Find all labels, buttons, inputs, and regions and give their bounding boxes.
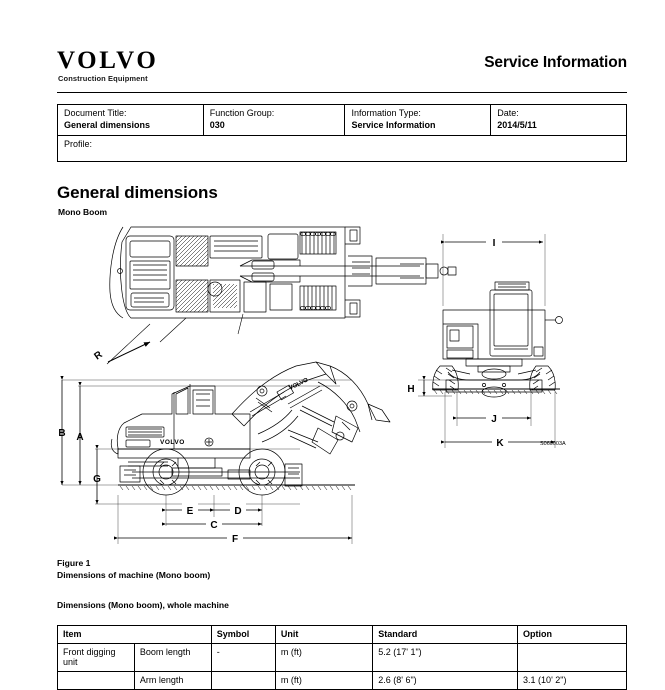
info-cell-document-title	[58, 105, 204, 136]
label-I: I	[492, 238, 496, 249]
service-information-title: Service Information	[484, 54, 627, 71]
cell-item	[58, 672, 135, 690]
table-row	[58, 672, 627, 690]
front-view-drawing	[432, 282, 563, 397]
info-table-row-profile	[58, 136, 627, 162]
dimensions-spec-table	[57, 625, 627, 690]
cell-symbol: -	[211, 644, 275, 672]
col-header-standard: Standard	[373, 626, 518, 644]
page-header	[0, 0, 665, 96]
cell-option: 3.1 (10' 2")	[518, 672, 627, 690]
cell-standard: 2.6 (8' 6")	[373, 672, 518, 690]
label-A: A	[76, 432, 84, 443]
cell-standard: 5.2 (17' 1")	[373, 644, 518, 672]
top-view-radius-marker	[108, 342, 150, 362]
cell-item: Front digging unit	[58, 644, 135, 672]
function-group-value: 030	[209, 119, 225, 130]
section-subtitle: Mono Boom	[58, 207, 108, 217]
cell-sub-item: Boom length	[134, 644, 211, 672]
label-C: C	[210, 520, 218, 531]
cell-sub-item: Arm length	[134, 672, 211, 690]
drawing-code: S060003A	[540, 441, 566, 447]
volvo-logo-subtitle: Construction Equipment	[58, 74, 148, 83]
label-F: F	[231, 534, 239, 544]
cell-option	[518, 644, 627, 672]
document-title-label: Document Title:	[64, 108, 127, 118]
col-header-unit: Unit	[275, 626, 372, 644]
svg-text:VOLVO: VOLVO	[288, 377, 310, 392]
spec-table-header-row	[58, 626, 627, 644]
cell-unit: m (ft)	[275, 644, 372, 672]
label-H: H	[407, 384, 415, 395]
label-R: R	[92, 349, 105, 363]
label-E: E	[186, 506, 194, 517]
volvo-logo: VOLVO	[57, 47, 159, 74]
header-divider	[57, 92, 627, 93]
date-value: 2014/5/11	[497, 119, 537, 130]
label-K: K	[496, 438, 504, 449]
document-info-table	[57, 104, 627, 162]
figure-caption: Dimensions of machine (Mono boom)	[57, 570, 211, 581]
function-group-label: Function Group:	[209, 108, 275, 118]
info-cell-information-type	[345, 105, 491, 136]
figure-number: Figure 1	[57, 558, 91, 568]
label-J: J	[491, 414, 497, 425]
label-D: D	[234, 506, 242, 517]
cell-unit: m (ft)	[275, 672, 372, 690]
dimensions-heading: Dimensions (Mono boom), whole machine	[57, 600, 229, 610]
table-row	[58, 644, 627, 672]
date-label: Date:	[497, 108, 519, 118]
document-title-value: General dimensions	[64, 119, 151, 130]
label-B: B	[58, 428, 66, 439]
profile-cell: Profile:	[58, 136, 627, 162]
col-header-item: Item	[58, 626, 212, 644]
top-view-drawing	[107, 227, 456, 364]
page-title: General dimensions	[57, 183, 218, 202]
info-cell-function-group	[203, 105, 345, 136]
info-cell-date	[491, 105, 627, 136]
cell-symbol	[211, 672, 275, 690]
col-header-symbol: Symbol	[211, 626, 275, 644]
excavator-dimension-drawings	[0, 214, 665, 544]
col-header-option: Option	[518, 626, 627, 644]
info-table-row-main	[58, 105, 627, 136]
information-type-value: Service Information	[351, 119, 436, 130]
side-view-drawing	[111, 362, 390, 495]
machine-brandmark: VOLVO	[160, 439, 185, 446]
figure-caption-block	[57, 557, 210, 582]
figure-drawings	[0, 214, 665, 544]
information-type-label: Information Type:	[351, 108, 421, 118]
label-G: G	[93, 474, 101, 485]
